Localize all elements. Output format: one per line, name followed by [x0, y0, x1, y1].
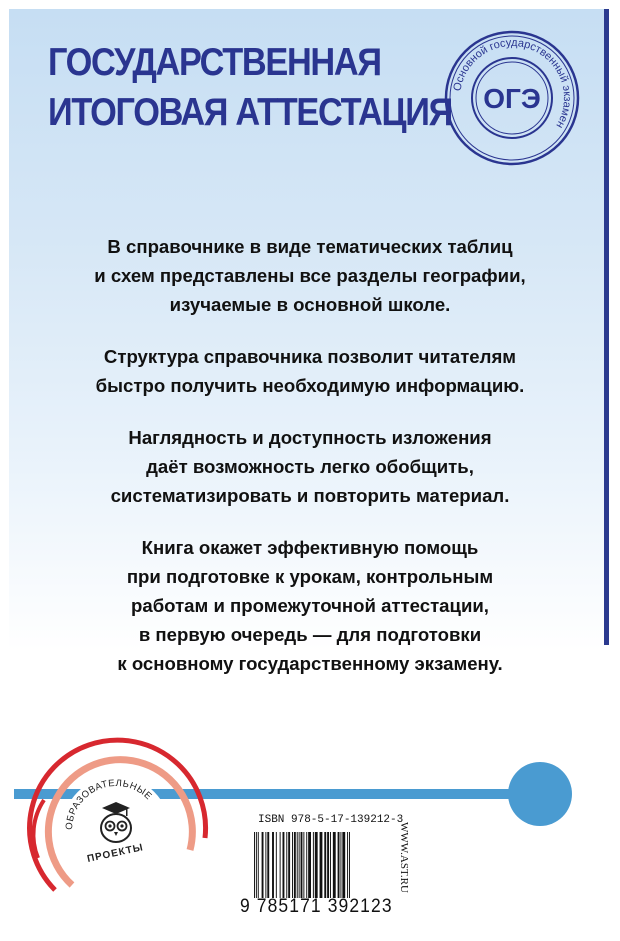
barcode-bar — [258, 832, 259, 898]
logo-arc-text: ОБРАЗОВАТЕЛЬНЫЕ — [63, 777, 155, 831]
barcode-bar — [262, 832, 264, 898]
barcode-bar — [301, 832, 303, 898]
text-line: изучаемые в основной школе. — [169, 294, 451, 315]
barcode-bar — [320, 832, 323, 898]
barcode-bar — [283, 832, 285, 898]
website-url: WWW.AST.RU — [398, 822, 410, 893]
barcode-bar — [347, 832, 348, 898]
text-line: Наглядность и доступность изложения — [128, 427, 492, 448]
owl-mascot-icon — [101, 802, 131, 842]
text-line: быстро получить необходимую информацию. — [95, 375, 525, 396]
barcode-bar — [272, 832, 274, 898]
text-line: систематизировать и повторить материал. — [110, 485, 510, 506]
barcode-bar — [313, 832, 314, 898]
barcode-bar — [340, 832, 341, 898]
barcode-bar — [292, 832, 293, 898]
text-line: В справочнике в виде тематических таблиц — [107, 236, 513, 257]
text-line: в первую очередь — для подготовки — [138, 624, 482, 645]
barcode-bar — [254, 832, 255, 898]
barcode — [252, 832, 400, 898]
barcode-bar — [333, 832, 336, 898]
small-red-arc — [33, 800, 44, 858]
barcode-bar — [256, 832, 257, 898]
barcode-bar — [280, 832, 281, 898]
text-line: и схем представлены все разделы географии, — [94, 265, 526, 286]
logo-bottom-text: ПРОЕКТЫ — [86, 842, 145, 865]
barcode-bar — [330, 832, 331, 898]
text-line: Структура справочника позволит читателям — [103, 346, 517, 367]
barcode-digits: 9 785171 392123 — [240, 896, 393, 917]
text-line: Книга окажет эффективную помощь — [141, 537, 479, 558]
title-line-2: ИТОГОВАЯ АТТЕСТАЦИЯ — [48, 91, 452, 134]
stamp-center-text: ОГЭ — [483, 83, 541, 114]
barcode-bar — [303, 832, 304, 898]
barcode-bar — [265, 832, 266, 898]
barcode-bar — [342, 832, 345, 898]
barcode-bar — [308, 832, 311, 898]
barcode-bar — [286, 832, 287, 898]
text-line: к основному государственному экзамену. — [117, 653, 503, 674]
barcode-bar — [324, 832, 326, 898]
text-line: даёт возможность легко обобщить, — [146, 456, 474, 477]
blue-dot — [508, 762, 572, 826]
barcode-bar — [349, 832, 350, 898]
barcode-bar — [306, 832, 307, 898]
isbn-label: ISBN 978-5-17-139212-3 — [258, 814, 404, 826]
barcode-bar — [288, 832, 290, 898]
barcode-bar — [276, 832, 277, 898]
barcode-bar — [267, 832, 269, 898]
barcode-bar — [338, 832, 340, 898]
text-line: работам и промежуточной аттестации, — [131, 595, 489, 616]
barcode-bar — [294, 832, 296, 898]
barcode-bar — [299, 832, 300, 898]
barcode-bar — [315, 832, 318, 898]
stamp-ring-text: Основной государственный экзамен — [451, 36, 574, 131]
barcode-bar — [297, 832, 298, 898]
title-line-1: ГОСУДАРСТВЕННАЯ — [48, 41, 381, 84]
barcode-bar — [327, 832, 329, 898]
text-line: при подготовке к урокам, контрольным — [126, 566, 494, 587]
